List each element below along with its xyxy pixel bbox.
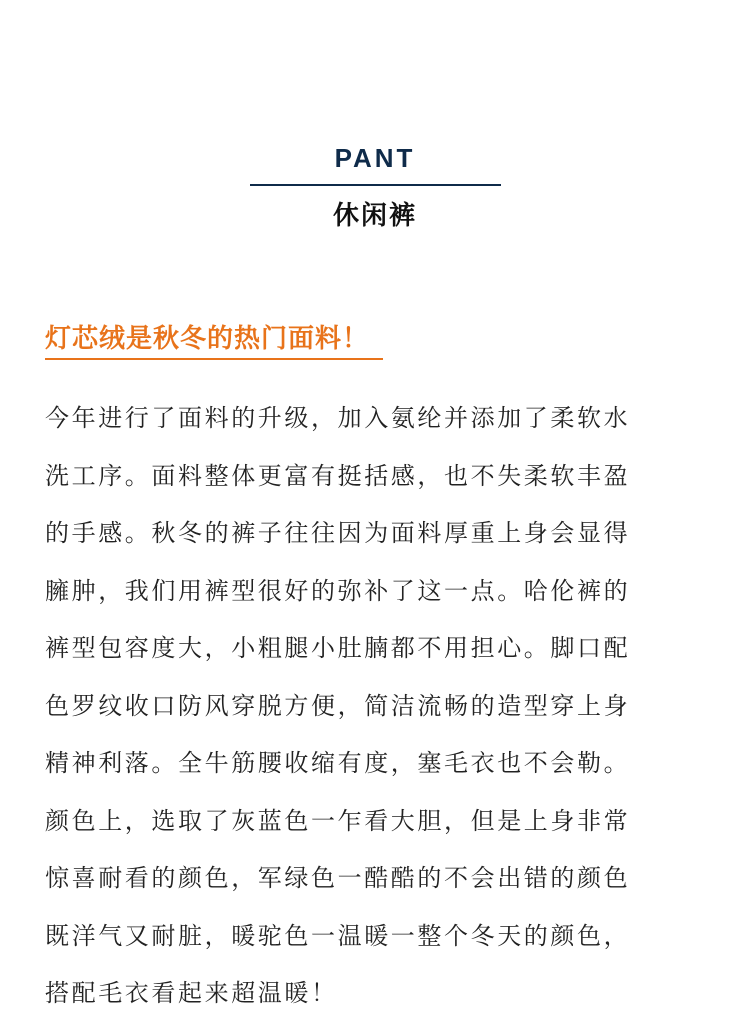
description-line: 裤型包容度大，小粗腿小肚腩都不用担心。脚口配: [45, 634, 631, 662]
feature-heading-wrap: [45, 322, 383, 360]
chinese-title: 休闲裤: [332, 201, 417, 231]
description-line: 精神利落。全牛筋腰收缩有度，塞毛衣也不会勒。: [45, 749, 631, 777]
description-line: 搭配毛衣看起来超温暖！: [45, 979, 338, 1007]
description-line: 今年进行了面料的升级，加入氨纶并添加了柔软水: [45, 404, 631, 432]
english-title: PANT: [334, 143, 416, 173]
section-header: [0, 140, 750, 234]
description-line: 颜色上，选取了灰蓝色一乍看大胆，但是上身非常: [45, 806, 631, 835]
feature-heading: 灯芯绒是秋冬的热门面料！: [45, 322, 383, 360]
description-line: 的手感。秋冬的裤子往往因为面料厚重上身会显得: [45, 519, 631, 547]
description-line: 臃肿，我们用裤型很好的弥补了这一点。哈伦裤的: [45, 576, 631, 605]
description-line: 洗工序。面料整体更富有挺括感，也不失柔软丰盈: [45, 461, 631, 490]
description-line: 既洋气又耐脏，暖驼色一温暖一整个冬天的颜色，: [45, 921, 631, 950]
title-divider: [250, 184, 501, 186]
description-line: 色罗纹收口防风穿脱方便，简洁流畅的造型穿上身: [45, 691, 631, 720]
description-line: 惊喜耐看的颜色，军绿色一酷酷的不会出错的颜色: [45, 864, 631, 892]
description-paragraph: [45, 390, 695, 1023]
